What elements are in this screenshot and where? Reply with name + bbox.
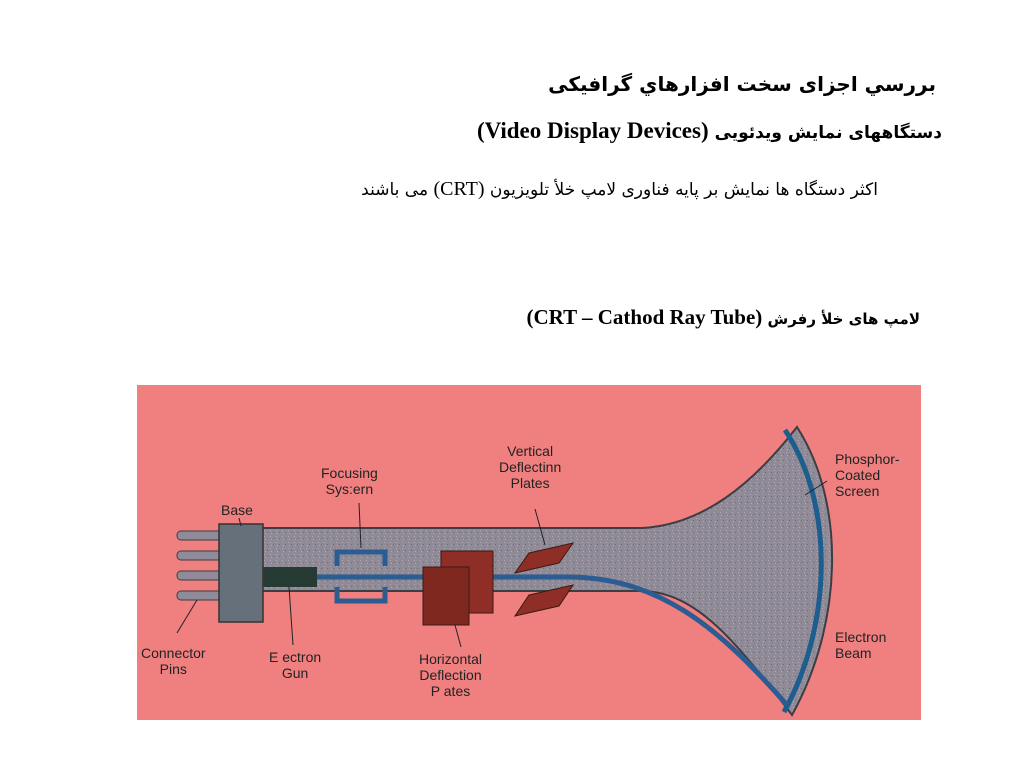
body-text-crt: (CRT): [433, 178, 485, 200]
focusing-system-label: Focusing Sys:ern: [321, 465, 378, 497]
slide-subtitle: [477, 118, 942, 144]
body-text: [361, 178, 878, 201]
body-text-end: می باشند: [361, 180, 429, 200]
connector-pin: [177, 531, 225, 540]
crt-heading-persian: لامپ های خلأ رفرش: [767, 310, 920, 328]
phosphor-screen-label: Phosphor- Coated Screen: [835, 451, 900, 499]
crt-heading: [527, 305, 920, 330]
base-label: Base: [221, 502, 253, 518]
subtitle-persian: دستگاههای نمایش ویدئویی: [714, 123, 942, 143]
electron-gun-label: E ectron Gun: [269, 649, 322, 681]
tube-base: [219, 524, 263, 622]
gun-leader: [289, 587, 293, 645]
connector-pins-label: Connector Pins: [141, 645, 206, 677]
slide-title: بررسي اجزای سخت افزارهاي گرافيکی: [548, 72, 936, 96]
horizontal-leader: [455, 625, 461, 647]
crt-diagram-svg: [137, 385, 921, 720]
crt-diagram: [137, 385, 921, 720]
crt-heading-english: (CRT – Cathod Ray Tube): [526, 305, 763, 329]
body-text-start: اکثر دستگاه ها نمایش بر پایه فناوری لامپ خلأ تلویزیون: [489, 180, 878, 200]
horizontal-deflection-plate-front: [423, 567, 469, 625]
connector-pin: [177, 591, 225, 600]
connector-pin: [177, 551, 225, 560]
electron-gun: [263, 567, 317, 587]
horizontal-deflection-label: Horizontal Deflection P ates: [419, 651, 483, 699]
electron-beam-label: Electron Beam: [835, 629, 887, 661]
connector-leader: [177, 600, 197, 633]
connector-pin: [177, 571, 225, 580]
subtitle-english: (Video Display Devices): [476, 118, 709, 143]
vertical-deflection-label: Vertical Deflectinn Plates: [499, 443, 562, 491]
